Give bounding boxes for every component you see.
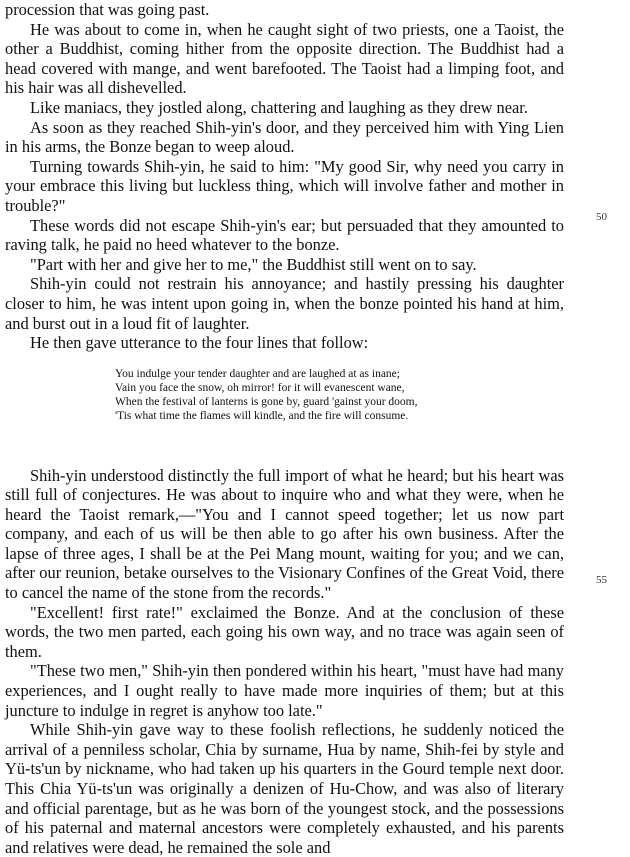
- paragraph: Like maniacs, they jostled along, chattering and laughing as they drew near.: [5, 98, 564, 118]
- verse-line: Vain you face the snow, oh mirror! for it will evanescent wane,: [115, 381, 564, 395]
- verse-line: You indulge your tender daughter and are laughed at as inane;: [115, 367, 564, 381]
- paragraph: "Part with her and give her to me," the Buddhist still went on to say.: [5, 255, 564, 275]
- verse-line: When the festival of lanterns is gone by, guard 'gainst your doom,: [115, 395, 564, 409]
- paragraph: These words did not escape Shih-yin's ear; but persuaded that they amounted to raving talk, he paid no heed whatever to the bonze.: [5, 216, 564, 255]
- paragraph: He was about to come in, when he caught sight of two priests, one a Taoist, the other a Buddhist, coming hither from the opposite direction. The Buddhist had a head covered with mange, and went barefooted. The Taoist had a limping foot, and his hair was all dishevelled.: [5, 20, 564, 98]
- paragraph: "Excellent! first rate!" exclaimed the Bonze. And at the conclusion of these words, the two men parted, each going his own way, and no trace was again seen of them.: [5, 603, 564, 662]
- text-before-verse: [5, 0, 564, 353]
- paragraph: Turning towards Shih-yin, he said to him: "My good Sir, why need you carry in your embrace this living but luckless thing, which will involve father and mother in trouble?": [5, 157, 564, 216]
- line-number: 50: [596, 211, 607, 223]
- paragraph: procession that was going past.: [5, 0, 564, 20]
- paragraph: He then gave utterance to the four lines that follow:: [5, 333, 564, 353]
- verse-block: [115, 367, 564, 424]
- document-page: [5, 0, 564, 857]
- paragraph: Shih-yin understood distinctly the full import of what he heard; but his heart was still full of conjectures. He was about to inquire who and what they were, when he heard the Taoist remark,—"You and I cannot speed together; let us now part company, and each of us will be then able to go after his own business. After the lapse of three ages, I shall be at the Pei Mang mount, waiting for you; and we can, after our reunion, betake ourselves to the Visionary Confines of the Great Void, there to cancel the name of the stone from the records.": [5, 466, 564, 603]
- text-after-verse: [5, 466, 564, 857]
- paragraph: "These two men," Shih-yin then pondered within his heart, "must have had many experiences, and I ought really to have made more inquiries of them; but at this juncture to indulge in regret is anyhow too late.": [5, 661, 564, 720]
- paragraph: While Shih-yin gave way to these foolish reflections, he suddenly noticed the arrival of a penniless scholar, Chia by surname, Hua by name, Shih-fei by style and Yü-ts'un by nickname, who had taken up his quarters in the Gourd temple next door. This Chia Yü-ts'un was originally a denizen of Hu-Chow, and was also of literary and official parentage, but as he was born of the youngest stock, and the possessions of his paternal and maternal ancestors were completely exhausted, and his parents and relatives were dead, he remained the sole and: [5, 720, 564, 857]
- paragraph: Shih-yin could not restrain his annoyance; and hastily pressing his daughter closer to him, he was intent upon going in, when the bonze pointed his hand at him, and burst out in a loud fit of laughter.: [5, 274, 564, 333]
- line-number: 55: [596, 574, 607, 586]
- verse-line: 'Tis what time the flames will kindle, and the fire will consume.: [115, 409, 564, 423]
- paragraph: As soon as they reached Shih-yin's door, and they perceived him with Ying Lien in his arms, the Bonze began to weep aloud.: [5, 118, 564, 157]
